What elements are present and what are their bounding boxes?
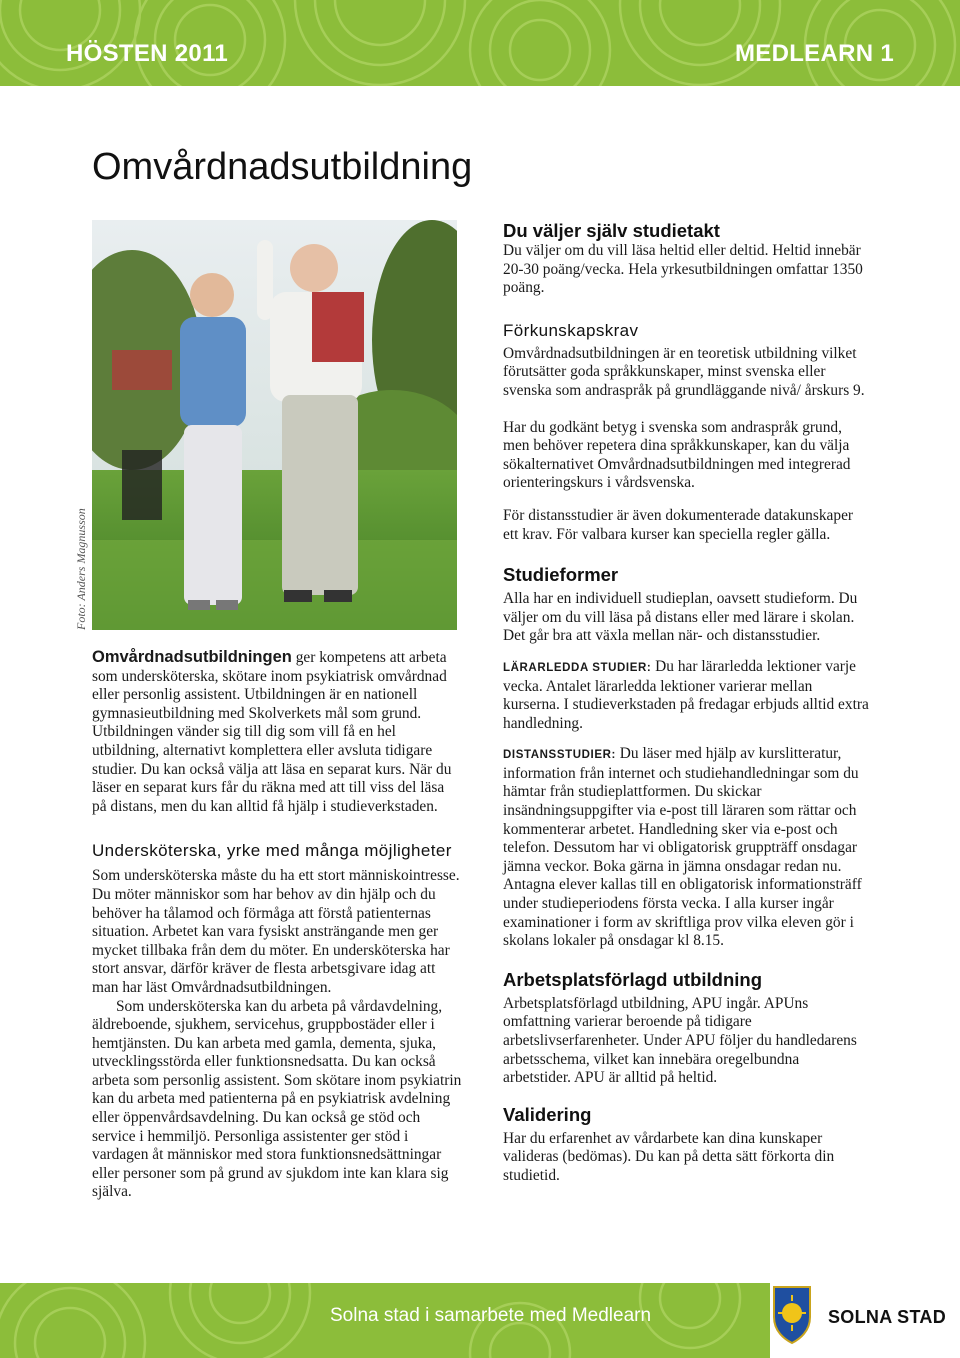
- teacher-led-paragraph: [503, 658, 869, 733]
- intro-text: ger kompetens att arbeta som undersköterska, skötare inom psykiatrisk omvårdnad eller personlig assistent. Utbildningen är en nationell gymnasieutbildning med Skolverkets mål som grund. Utbildningen vänder sig till dig som vill få en hel utbildning, alternativt komplettera eller avsluta tidigare studier. Du kan också välja att läsa en separat kurs. När du läser en separat kurs får du räkna med att till viss del läsa på distans, men du kan alltid få hjälp i studieverkstaden.: [92, 649, 452, 815]
- heading-study-forms: Studieformer: [503, 564, 619, 586]
- header-bar: [0, 0, 960, 86]
- heading-study-pace: Du väljer själv studietakt: [503, 220, 720, 241]
- career-paragraph-1: Som undersköterska måste du ha ett stort människointresse. Du möter människor som har behov av din hjälp och du behöver ha tålamod och förmåga att förstå patienternas situation. Arbetet kan vara fysiskt ansträngande men ger mycket tillbaka från dem du möter. En undersköterska har stort ansvar, därför kräver de flesta arbetsgivare idag att man har läst Omvårdnadsutbildningen.: [92, 867, 460, 996]
- footer-bar: [0, 1283, 960, 1358]
- teacher-led-label: LÄRARLEDDA STUDIER:: [503, 661, 652, 674]
- career-paragraph-2: Som undersköterska kan du arbeta på vårdavdelning, äldreboende, sjukhem, servicehus, gruppbostäder eller i hemtjänsten. Du kan arbeta med gamla, dementa, sjuka, utvecklingsstörda eller funktionsnedsatta. Du kan också arbeta som personlig assistent. Som skötare inom psykiatrin kan du arbeta med patienterna på en psykiatrisk avdelning eller öppenvårdsavdelning. Du kan också ge stöd och service i hemmiljö. Personliga assistenter ger stöd i vardagen åt människor med stora funktionsnedsättningar eller personer som på grund av sjukdom inte kan klara sig själva.: [92, 997, 462, 1201]
- study-pace-paragraph: Du väljer om du vill läsa heltid eller deltid. Heltid innebär 20-30 poäng/vecka. Hela yrkesutbildningen omfattar 1350 poäng.: [503, 242, 863, 297]
- photo-caregivers: [92, 220, 457, 630]
- logo-text: SOLNA STAD: [828, 1307, 946, 1327]
- intro-paragraph: [92, 648, 462, 816]
- crest-icon: [770, 1283, 814, 1345]
- heading-prerequisites: Förkunskapskrav: [503, 320, 639, 340]
- validation-paragraph: Har du erfarenhet av vårdarbete kan dina kunskaper valideras (bedömas). Du kan på detta sätt förkorta din studietid.: [503, 1129, 835, 1184]
- teacher-led-text: Du har lärarledda lektioner varje vecka. Antalet lärarledda lektioner varierar mellan kurserna. I studieverkstaden på fredagar erbjuds alltid extra handledning.: [503, 657, 869, 732]
- footer-text: Solna stad i samarbete med Medlearn: [330, 1305, 652, 1326]
- page-title: Omvårdnadsutbildning: [92, 146, 473, 188]
- heading-workplace-training: Arbetsplatsförlagd utbildning: [503, 968, 762, 990]
- intro-lead: Omvårdnadsutbildningen: [92, 648, 292, 666]
- solna-logo: [770, 1283, 960, 1358]
- prerequisites-paragraph-3: För distansstudier är även dokumenterade datakunskaper ett krav. För valbara kurser kan speciella regler gälla.: [503, 506, 854, 543]
- header-season: HÖSTEN 2011: [66, 40, 229, 67]
- distance-paragraph: [503, 745, 869, 951]
- distance-text: Du läser med hjälp av kurslitteratur, information från internet och studiehandledningar som du hämtar från studieplattformen. Du skickar insändningsuppgifter via e-post till läraren som rättar och kommenterar arbetet. Handledning sker via e-post och telefon. Dessutom har vi obligatorisk gruppträff onsdagar jämna veckor. Boka gärna in jämna onsdagar redan nu. Antagna elever kallas till en obligatorisk informationsträff under studieperiodens första vecka. I alla kurser ingår examinationer i form av skriftliga prov vilka eleven gör i skolans lokaler på onsdagar kl 8.15.: [503, 745, 862, 950]
- right-column: [503, 220, 869, 1186]
- heading-career: Undersköterska, yrke med många möjligheter: [92, 841, 452, 861]
- prerequisites-paragraph-1: Omvårdnadsutbildningen är en teoretisk utbildning vilket förutsätter goda språkkunskaper, minst svenska eller svenska som andraspråk på grundläggande nivå/ årskurs 9.: [503, 344, 865, 399]
- distance-label: DISTANSSTUDIER:: [503, 749, 616, 762]
- prerequisites-paragraph-2: Har du godkänt betyg i svenska som andraspråk grund, men behöver repetera dina språkkunskaper, kan du välja sökalternativet Omvårdnadsutbildningen med integrerad orienteringskurs i vårdsvenska.: [503, 418, 851, 492]
- left-column: [92, 648, 462, 1202]
- workplace-training-paragraph: Arbetsplatsförlagd utbildning, APU ingår. APUns omfattning varierar beroende på tidigare arbetslivserfarenheter. Under APU följer du handledarens arbetsschema, vilket kan innebära oregelbundna arbetstider. APU är alltid på heltid.: [503, 994, 857, 1087]
- photo-credit: Foto: Anders Magnusson: [74, 508, 88, 630]
- heading-validation: Validering: [503, 1103, 592, 1125]
- header-issue: MEDLEARN 1: [734, 40, 894, 67]
- study-forms-paragraph: Alla har en individuell studieplan, oavsett studieform. Du väljer om du vill läsa på distans eller med lärare i skolan. Det går bra att växla mellan när- och distansstudier.: [503, 590, 858, 645]
